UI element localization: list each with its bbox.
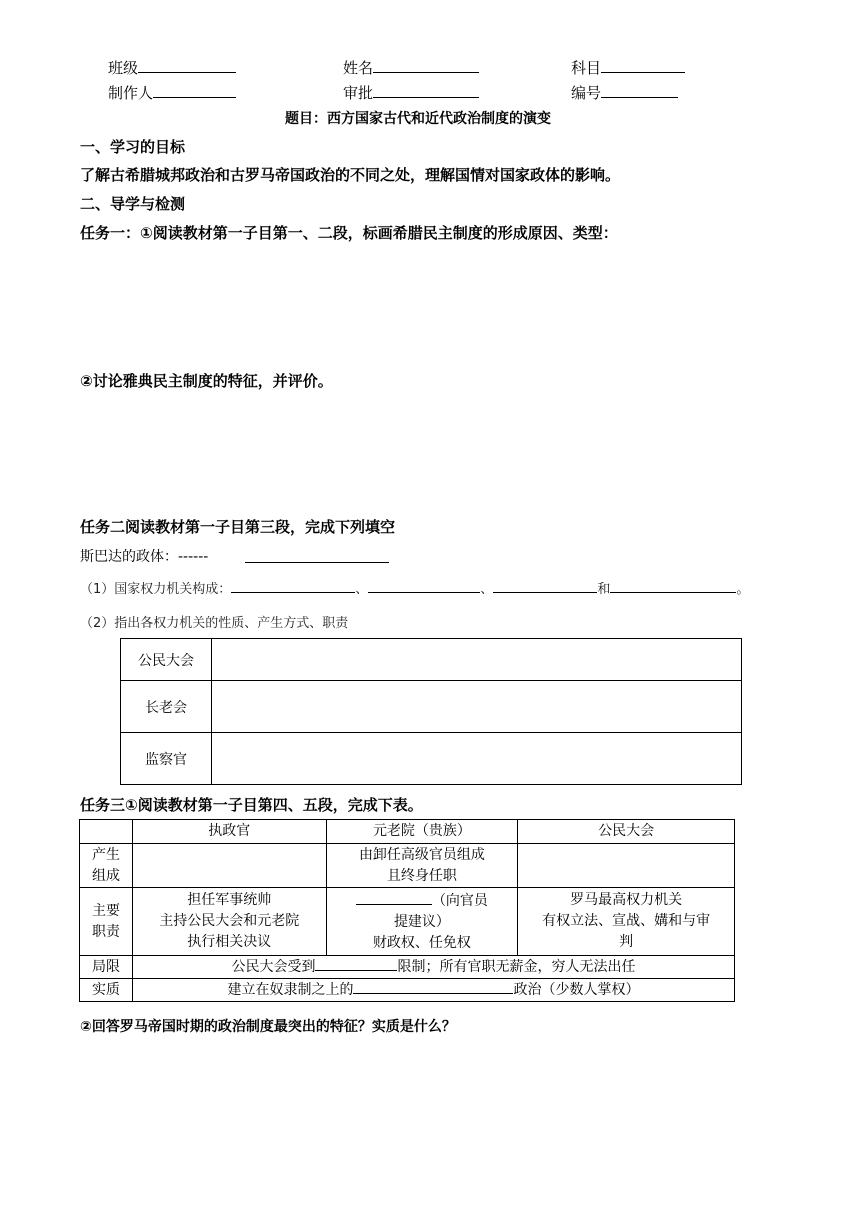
organ-blank-3[interactable] (493, 578, 597, 593)
task1-question2: ②讨论雅典民主制度的特征，并评价。 (80, 372, 333, 390)
assembly-answer-cell[interactable] (212, 639, 742, 681)
number-blank[interactable] (601, 82, 678, 98)
row-label-elders: 长老会 (121, 681, 212, 733)
review-blank[interactable] (373, 82, 479, 98)
review-field (343, 82, 479, 103)
row-label-limit: 局限 (80, 956, 133, 979)
class-blank[interactable] (138, 57, 236, 73)
limit-cell: 公民大会受到 限制；所有官职无薪金，穷人无法出任 (132, 956, 734, 979)
number-field (571, 82, 678, 103)
sparta-organs-table (120, 638, 742, 785)
table-row (80, 820, 735, 844)
row-label-duty: 主要 职责 (80, 888, 133, 956)
maker-blank[interactable] (153, 82, 236, 98)
sep-2: 、 (480, 582, 494, 597)
essence-blank[interactable] (353, 979, 513, 994)
consul-duty-cell: 担任军事统帅 主持公民大会和元老院 执行相关决议 (132, 888, 326, 956)
organ-blank-2[interactable] (368, 578, 480, 593)
table-row (121, 681, 742, 733)
maker-label: 制作人 (108, 84, 154, 102)
table-row (80, 888, 735, 956)
organ-blank-4[interactable] (610, 578, 736, 593)
table-row (121, 639, 742, 681)
task1-question1: 任务一：①阅读教材第一子目第一、二段，标画希腊民主制度的形成原因、类型： (80, 224, 618, 242)
ephors-answer-cell[interactable] (212, 733, 742, 785)
col-header-assembly: 公民大会 (518, 820, 735, 844)
power-organs-item2: （2）指出各权力机关的性质、产生方式、职责 (80, 616, 349, 631)
organ-blank-1[interactable] (231, 578, 355, 593)
rome-table (79, 819, 735, 1002)
number-label: 编号 (571, 84, 602, 102)
class-label: 班级 (108, 59, 139, 77)
end-period: 。 (736, 582, 750, 597)
table-row (121, 733, 742, 785)
subject-label: 科目 (571, 59, 602, 77)
name-field (343, 57, 479, 78)
table-row (80, 979, 735, 1002)
table-row (80, 844, 735, 888)
sparta-blank[interactable] (245, 548, 389, 563)
task3-heading: 任务三①阅读教材第一子目第四、五段，完成下表。 (80, 796, 423, 814)
sparta-line (80, 546, 208, 566)
col-header-consul: 执政官 (132, 820, 326, 844)
page-title: 题目：西方国家古代和近代政治制度的演变 (285, 111, 551, 127)
class-field (108, 57, 236, 78)
row-label-assembly: 公民大会 (121, 639, 212, 681)
elders-answer-cell[interactable] (212, 681, 742, 733)
table-row (80, 956, 735, 979)
row-label-ephors: 监察官 (121, 733, 212, 785)
consul-produce-cell[interactable] (132, 844, 326, 888)
header-empty-cell (80, 820, 133, 844)
col-header-senate: 元老院（贵族） (326, 820, 518, 844)
section2-heading: 二、导学与检测 (80, 195, 186, 213)
limit-blank[interactable] (315, 956, 397, 971)
row-label-essence: 实质 (80, 979, 133, 1002)
sparta-label: 斯巴达的政体：------ (80, 549, 209, 565)
section1-heading: 一、学习的目标 (80, 138, 186, 156)
maker-field (108, 82, 236, 103)
and-word: 和 (597, 582, 611, 597)
review-label: 审批 (343, 84, 374, 102)
section1-text: 了解古希腊城邦政治和古罗马帝国政治的不同之处，理解国情对国家政体的影响。 (80, 166, 621, 184)
task3-question2: ②回答罗马帝国时期的政治制度最突出的特征？实质是什么？ (80, 1019, 456, 1035)
subject-field (571, 57, 685, 78)
senate-produce-cell: 由卸任高级官员组成 且终身任职 (326, 844, 518, 888)
power-organs-line (80, 578, 749, 597)
senate-duty-cell: （向官员 提建议） 财政权、任免权 (326, 888, 518, 956)
subject-blank[interactable] (601, 57, 685, 73)
name-label: 姓名 (343, 59, 374, 77)
senate-duty-blank[interactable] (356, 890, 432, 905)
essence-cell: 建立在奴隶制之上的 政治（少数人掌权） (132, 979, 734, 1002)
row-label-produce: 产生 组成 (80, 844, 133, 888)
task2-heading: 任务二阅读教材第一子目第三段，完成下列填空 (80, 518, 396, 536)
assembly-duty-cell: 罗马最高权力机关 有权立法、宣战、媾和与审 判 (518, 888, 735, 956)
name-blank[interactable] (373, 57, 479, 73)
sep-1: 、 (355, 582, 369, 597)
assembly-produce-cell[interactable] (518, 844, 735, 888)
power-organs-label: （1）国家权力机关构成： (80, 582, 232, 597)
